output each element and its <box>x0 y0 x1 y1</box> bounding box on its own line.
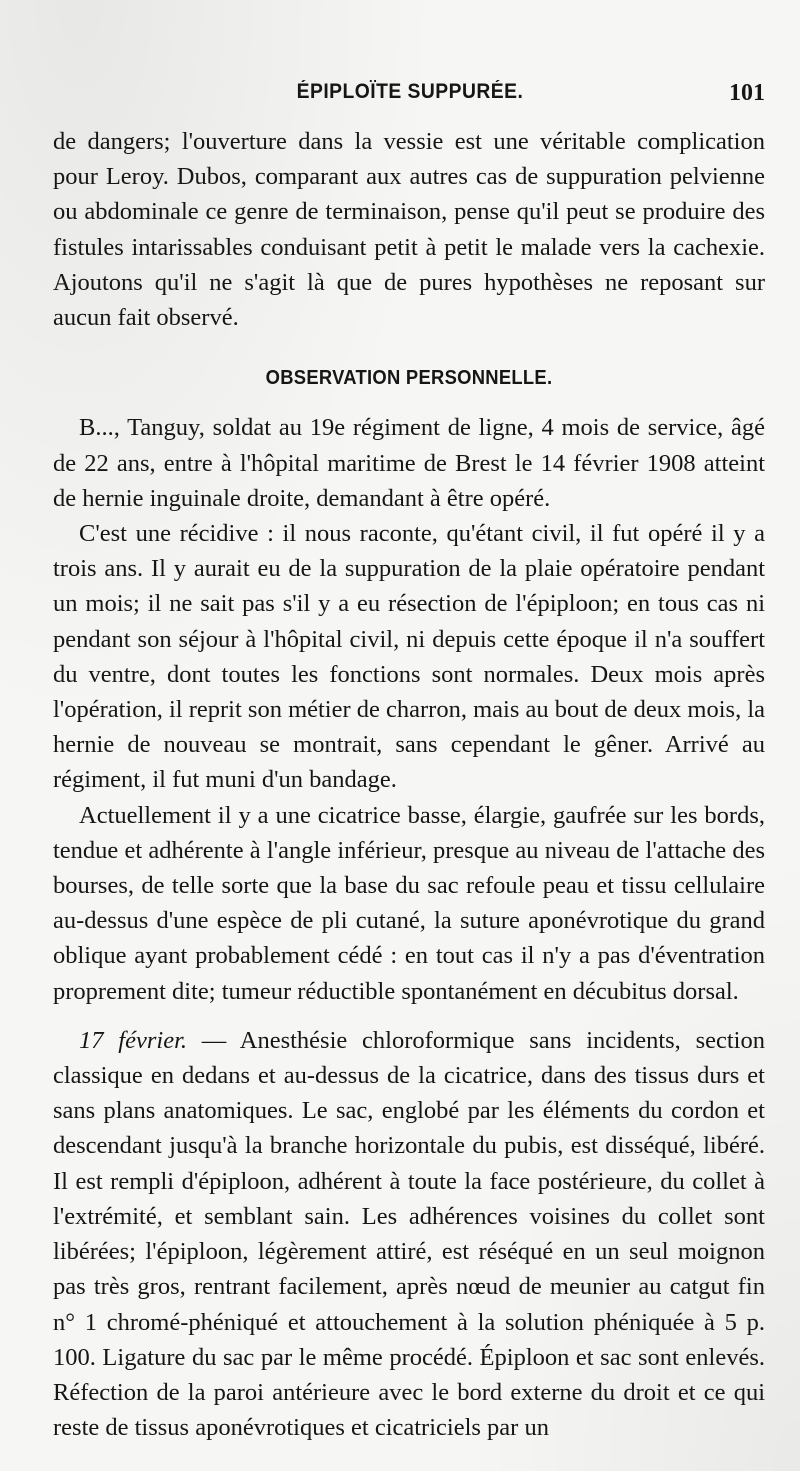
page-header <box>55 80 765 116</box>
paragraph-3: C'est une récidive : il nous raconte, qu'étant civil, il fut opéré il y a trois ans. Il y aurait eu de la suppuration de la plaie opératoire pendant un mois; il ne sait pas s'il y a eu résection de l'épiploon; en tous cas ni pendant son séjour à l'hôpital civil, ni depuis cette époque il n'a souffert du ventre, dont toutes les fonctions sont normales. Deux mois après l'opération, il reprit son métier de charron, mais au bout de deux mois, la hernie de nouveau se montrait, sans cependant le gêner. Arrivé au régiment, il fut muni d'un bandage. <box>53 520 765 794</box>
body-text <box>53 124 765 1445</box>
section-heading: OBSERVATION PERSONNELLE. <box>265 367 553 390</box>
paragraph-4: Actuellement il y a une cicatrice basse, élargie, gaufrée sur les bords, tendue et adhérente à l'angle inférieur, presque au niveau de l'attache des bourses, de telle sorte que la base du sac refoule peau et tissu cellulaire au-dessus d'une espèce de pli cutané, la suture aponévrotique du grand oblique ayant probablement cédé : en tout cas il n'y a pas d'éventration proprement dite; tumeur réductible spontanément en décubitus dorsal. <box>53 801 765 1005</box>
paragraph-5 <box>53 1023 765 1445</box>
paragraph-5-text: — Anesthésie chloroformique sans incidents, section classique en dedans et au-dessus de la cicatrice, dans des tissus durs et sans plans anatomiques. Le sac, englobé par les éléments du cordon et descendant jusqu'à la branche horizontale du pubis, est disséqué, libéré. Il est rempli d'épiploon, adhérent à toute la face postérieure, du collet à l'extrémité, et semblant sain. Les adhérences voisines du collet sont libérées; l'épiploon, légèrement attiré, est réséqué en un seul moignon pas très gros, rentrant facilement, après nœud de meunier au catgut fin n° 1 chromé-phéniqué et attouchement à la solution phéniquée à 5 p. 100. Ligature du sac par le même procédé. Épiploon et sac sont enlevés. Réfection de la paroi antérieure avec le bord externe du droit et ce qui reste de tissus aponévrotiques et cicatriciels par un <box>53 1026 765 1442</box>
running-title: ÉPIPLOÏTE SUPPURÉE. <box>296 80 524 103</box>
observation-date: 17 février. <box>79 1026 188 1054</box>
page-number: 101 <box>729 80 765 106</box>
paragraph-1: de dangers; l'ouverture dans la vessie est une véritable complication pour Leroy. Dubos, comparant aux autres cas de suppuration pelvienne ou abdominale ce genre de terminaison, pense qu'il peut se produire des fistules intarissables conduisant petit à petit le malade vers la cachexie. Ajoutons qu'il ne s'agit là que de pures hypothèses ne reposant sur aucun fait observé. <box>53 128 765 332</box>
paragraph-2: B..., Tanguy, soldat au 19e régiment de ligne, 4 mois de service, âgé de 22 ans, entre à l'hôpital maritime de Brest le 14 février 1908 atteint de hernie inguinale droite, demandant à être opéré. <box>53 414 765 512</box>
